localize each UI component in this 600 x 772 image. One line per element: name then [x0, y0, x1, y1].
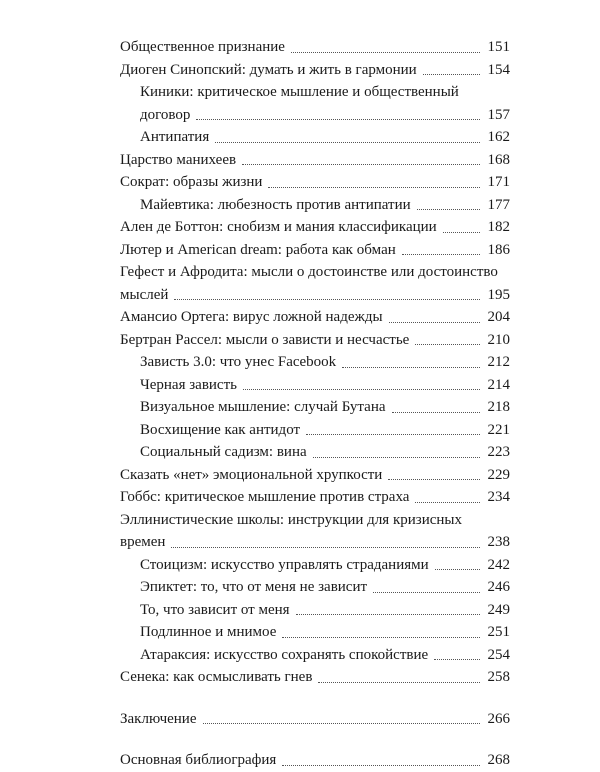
dot-leader — [417, 209, 480, 210]
toc-entry — [120, 261, 510, 306]
toc-entry-title: Киники: критическое мышление и общественный — [140, 84, 459, 100]
dot-leader — [392, 412, 480, 413]
dot-leader — [313, 457, 480, 458]
toc-entry-title: Сказать «нет» эмоциональной хрупкости — [120, 466, 383, 483]
dot-leader — [196, 119, 480, 120]
dot-leader — [434, 659, 480, 660]
dot-leader — [435, 569, 480, 570]
toc-entry — [120, 81, 510, 126]
toc-entry-page-number: 234 — [487, 489, 510, 505]
toc-entry-page-number: 204 — [487, 309, 510, 325]
toc-entry-title: Визуальное мышление: случай Бутана — [140, 399, 386, 415]
toc-entry-page-number: 266 — [487, 710, 510, 727]
dot-leader — [243, 389, 480, 390]
toc-entry-title: Сенека: как осмысливать гнев — [120, 669, 313, 685]
toc-entry — [120, 59, 510, 82]
toc-entry-title: Социальный садизм: вина — [140, 444, 307, 460]
toc-entry — [120, 36, 510, 59]
toc-entry-title: То, что зависит от меня — [140, 601, 290, 618]
toc-entry-page-number: 177 — [487, 196, 510, 213]
dot-leader — [388, 479, 480, 480]
toc-entry — [120, 149, 510, 172]
dot-leader — [318, 682, 480, 683]
dot-leader — [402, 254, 480, 255]
dot-leader — [373, 592, 480, 593]
toc-entry — [120, 194, 510, 217]
toc-entry-page-number: 258 — [487, 669, 510, 685]
toc-entry — [120, 486, 510, 509]
toc-entry — [120, 329, 510, 352]
section-gap — [120, 730, 510, 749]
toc-entry-title-continued: времен — [120, 534, 166, 550]
toc-entry-page-number: 249 — [487, 601, 510, 618]
toc-entry-page-number: 210 — [487, 331, 510, 348]
toc-closing-list — [120, 708, 510, 772]
toc-entry-title: Черная зависть — [140, 376, 237, 393]
dot-leader — [203, 723, 481, 724]
toc-entry — [120, 749, 510, 772]
toc-entry — [120, 126, 510, 149]
section-gap — [120, 689, 510, 708]
toc-entry — [120, 396, 510, 419]
toc-entry-page-number: 221 — [487, 421, 510, 438]
dot-leader — [291, 52, 480, 53]
toc-main-list — [120, 36, 510, 689]
toc-entry-title: Амансио Ортега: вирус ложной надежды — [120, 309, 383, 325]
dot-leader — [215, 142, 480, 143]
toc-entry-page-number: 254 — [487, 646, 510, 663]
toc-entry-title: Диоген Синопский: думать и жить в гармонии — [120, 61, 417, 78]
toc-entry — [120, 644, 510, 667]
toc-entry-title: Восхищение как антидот — [140, 421, 301, 438]
toc-entry-page-number: 214 — [487, 376, 510, 393]
toc-entry-page-number: 246 — [487, 579, 510, 595]
toc-entry-title: Общественное признание — [120, 39, 285, 55]
toc-entry-page-number: 218 — [487, 399, 510, 415]
toc-entry — [120, 666, 510, 689]
dot-leader — [282, 765, 480, 766]
dot-leader — [174, 299, 480, 300]
toc-entry — [120, 621, 510, 644]
toc-entry-page-number: 168 — [487, 151, 510, 168]
toc-entry-page-number: 171 — [487, 174, 510, 190]
toc-entry-page-number: 151 — [487, 39, 510, 55]
toc-entry — [120, 509, 510, 554]
toc-entry-title: Зависть 3.0: что унес Facebook — [140, 354, 337, 370]
dot-leader — [296, 614, 480, 615]
toc-entry-title: Подлинное и мнимое — [140, 624, 277, 640]
toc-entry-page-number: 212 — [487, 354, 510, 370]
dot-leader — [415, 502, 480, 503]
toc-entry — [120, 576, 510, 599]
toc-entry-page-number: 157 — [487, 106, 510, 123]
toc-entry-title: Сократ: образы жизни — [120, 174, 263, 190]
toc-entry-title: Эпиктет: то, что от меня не зависит — [140, 579, 368, 595]
table-of-contents — [120, 36, 510, 772]
toc-entry — [120, 419, 510, 442]
dot-leader — [415, 344, 480, 345]
toc-entry-page-number: 251 — [487, 624, 510, 640]
toc-entry — [120, 554, 510, 577]
toc-entry — [120, 599, 510, 622]
dot-leader — [423, 74, 480, 75]
dot-leader — [389, 322, 480, 323]
toc-entry-title: Заключение — [120, 710, 197, 727]
toc-entry-title: Царство манихеев — [120, 151, 237, 168]
toc-entry-page-number: 238 — [487, 534, 510, 550]
toc-entry-title: Лютер и American dream: работа как обман — [120, 241, 396, 258]
dot-leader — [268, 187, 480, 188]
toc-entry-page-number: 195 — [487, 286, 510, 303]
toc-entry — [120, 171, 510, 194]
toc-entry-page-number: 268 — [487, 752, 510, 768]
toc-entry-title: Ален де Боттон: снобизм и мания классификации — [120, 219, 437, 235]
toc-entry-page-number: 182 — [487, 219, 510, 235]
toc-entry-title: Стоицизм: искусство управлять страданиями — [140, 556, 429, 573]
toc-entry-title: Майевтика: любезность против антипатии — [140, 196, 411, 213]
toc-entry-title-continued: мыслей — [120, 286, 169, 303]
toc-entry-title: Гефест и Афродита: мысли о достоинстве или достоинство — [120, 264, 498, 280]
toc-entry-title-continued: договор — [140, 106, 191, 123]
toc-entry — [120, 464, 510, 487]
toc-entry-page-number: 223 — [487, 444, 510, 460]
toc-entry-title: Гоббс: критическое мышление против страха — [120, 489, 410, 505]
toc-entry-page-number: 242 — [487, 556, 510, 573]
dot-leader — [171, 547, 480, 548]
dot-leader — [342, 367, 480, 368]
toc-entry — [120, 216, 510, 239]
toc-entry — [120, 306, 510, 329]
dot-leader — [443, 232, 480, 233]
toc-entry-page-number: 162 — [487, 129, 510, 145]
toc-entry — [120, 374, 510, 397]
toc-entry-title: Бертран Рассел: мысли о зависти и несчастье — [120, 331, 410, 348]
toc-entry-page-number: 229 — [487, 466, 510, 483]
dot-leader — [306, 434, 480, 435]
toc-entry-page-number: 186 — [487, 241, 510, 258]
dot-leader — [242, 164, 480, 165]
toc-entry-title: Основная библиография — [120, 752, 277, 768]
dot-leader — [282, 637, 480, 638]
toc-entry — [120, 441, 510, 464]
toc-entry-page-number: 154 — [487, 61, 510, 78]
toc-entry — [120, 239, 510, 262]
toc-entry-title: Атараксия: искусство сохранять спокойствие — [140, 646, 429, 663]
toc-entry — [120, 351, 510, 374]
toc-entry-title: Антипатия — [140, 129, 210, 145]
toc-entry — [120, 708, 510, 731]
toc-entry-title: Эллинистические школы: инструкции для кризисных — [120, 511, 462, 528]
